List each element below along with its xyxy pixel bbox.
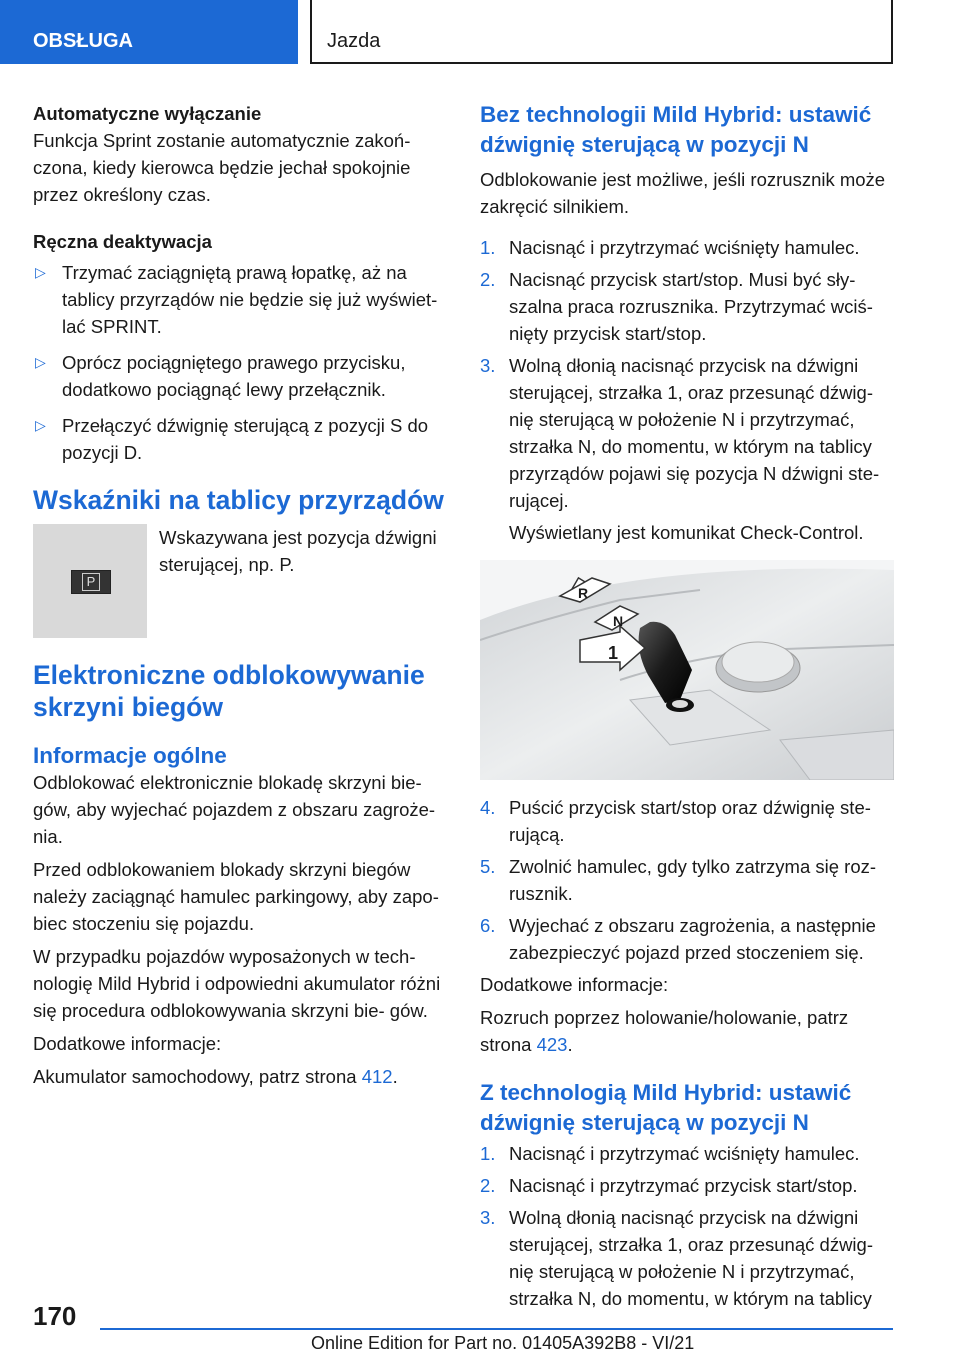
list-item: 2. Nacisnąć przycisk start/stop. Musi być sły‐ szalna praca rozrusznika. Przytrzymać wciś‐ nięty przycisk start/stop.: [480, 269, 873, 344]
list-item: 4. Puścić przycisk start/stop oraz dźwignię ste‐ rującą.: [480, 797, 871, 845]
with-mild-steps: [480, 1140, 895, 1312]
indicators-block: [33, 524, 448, 659]
footer-edition: Online Edition for Part no. 01405A392B8 - VI/21: [311, 1333, 695, 1353]
check-control-note: Wyświetlany jest komunikat Check-Control.: [509, 522, 864, 543]
display-screen: [71, 570, 111, 594]
header-section-tab: [0, 0, 298, 64]
no-mild-steps-a: [480, 234, 895, 514]
auto-off-heading: Automatyczne wyłączanie: [33, 103, 262, 124]
unlock-subheading: Informacje ogólne: [33, 743, 227, 768]
unlock-reference: Akumulator samochodowy, patrz strona 412.: [33, 1066, 398, 1087]
unlock-paragraph: W przypadku pojazdów wyposażonych w tech‐ nologię Mild Hybrid i odpowiedni akumulator różni się procedura odblokowywania skrzyni bie‐ gów.: [33, 946, 441, 1021]
list-item: 2. Nacisnąć i przytrzymać przycisk start/stop.: [480, 1175, 858, 1196]
with-mild-heading: Z technologią Mild Hybrid: ustawić dźwignię sterującą w pozycji N: [480, 1080, 852, 1135]
indicators-text: Wskazywana jest pozycja dźwigni sterującej, np. P.: [159, 527, 437, 575]
gear-position-symbol: P: [82, 573, 100, 591]
gear-selector-svg: [480, 560, 894, 780]
gear-selector-illustration: [480, 560, 894, 780]
page-number: 170: [33, 1301, 77, 1331]
unlock-paragraph: Dodatkowe informacje:: [33, 1033, 222, 1054]
footer-divider: [100, 1328, 893, 1330]
list-item: 5. Zwolnić hamulec, gdy tylko zatrzyma się roz‐ rusznik.: [480, 856, 877, 904]
list-item: ▷ Trzymać zaciągniętą prawą łopatkę, aż na tablicy przyrządów nie będzie się już wyświet‐ lać SPRINT.: [33, 259, 448, 340]
page-link[interactable]: 423: [536, 1034, 568, 1055]
left-column: [33, 100, 448, 1090]
instrument-display-image: [33, 524, 147, 638]
towing-reference: Rozruch poprzez holowanie/holowanie, patrz strona 423.: [480, 1007, 849, 1055]
triangle-bullet-icon: ▷: [35, 264, 46, 280]
manual-off-list: [33, 259, 448, 466]
list-item: 3. Wolną dłonią nacisnąć przycisk na dźwigni sterującej, strzałka 1, oraz przesunąć dźwig‐ nię sterującą w położenie N i przytrzymać, strzałka N, do momentu, w którym na tablicy przyrządów pojawi się pozycja N dźwigni ste‐ rującej.: [480, 355, 880, 511]
no-mild-heading: Bez technologii Mild Hybrid: ustawić dźwignię sterującą w pozycji N: [480, 102, 872, 157]
indicators-heading: Wskaźniki na tablicy przyrządów: [33, 485, 444, 515]
unlock-heading: Elektroniczne odblokowywanie skrzyni biegów: [33, 660, 425, 722]
list-item: 1. Nacisnąć i przytrzymać wciśnięty hamulec.: [480, 1143, 860, 1164]
unlock-paragraph: Przed odblokowaniem blokady skrzyni biegów należy zaciągnąć hamulec parkingowy, aby zapo‐ biec stoczeniu się pojazdu.: [33, 859, 439, 934]
arrow-label-1: 1: [608, 643, 619, 663]
more-info-label: Dodatkowe informacje:: [480, 974, 669, 995]
list-item: 1. Nacisnąć i przytrzymać wciśnięty hamulec.: [480, 237, 860, 258]
triangle-bullet-icon: ▷: [35, 417, 46, 433]
page-link[interactable]: 412: [361, 1066, 393, 1087]
no-mild-steps-b: [480, 794, 895, 966]
header-section-label: OBSŁUGA: [33, 30, 133, 52]
list-item: 6. Wyjechać z obszaru zagrożenia, a następnie zabezpieczyć pojazd przed stoczeniem się.: [480, 915, 876, 963]
arrow-label-r: R: [578, 585, 589, 601]
list-item: ▷ Oprócz pociągniętego prawego przycisku, dodatkowo pociągnąć lewy przełącznik.: [33, 349, 448, 403]
list-item: 3. Wolną dłonią nacisnąć przycisk na dźwigni sterującej, strzałka 1, oraz przesunąć dźwig‐ nię sterującą w położenie N i przytrzymać, strzałka N, do momentu, w którym na tablicy: [480, 1207, 873, 1309]
unlock-paragraph: Odblokować elektronicznie blokadę skrzyni bie‐ gów, aby wyjechać pojazdem z obszaru zagroże‐ nia.: [33, 772, 436, 847]
triangle-bullet-icon: ▷: [35, 354, 46, 370]
auto-off-text: Funkcja Sprint zostanie automatycznie zakoń‐ czona, kiedy kierowca będzie jechał spokojnie przez określony czas.: [33, 130, 411, 205]
no-mild-intro: Odblokowanie jest możliwe, jeśli rozrusznik może zakręcić silnikiem.: [480, 169, 886, 217]
list-item: ▷ Przełączyć dźwignię sterującą z pozycji S do pozycji D.: [33, 412, 448, 466]
header-chapter-box: [310, 0, 893, 64]
header-chapter-label: Jazda: [327, 30, 381, 52]
manual-off-heading: Ręczna deaktywacja: [33, 231, 212, 252]
right-column: [480, 100, 895, 1317]
arrow-label-n: N: [613, 613, 624, 629]
